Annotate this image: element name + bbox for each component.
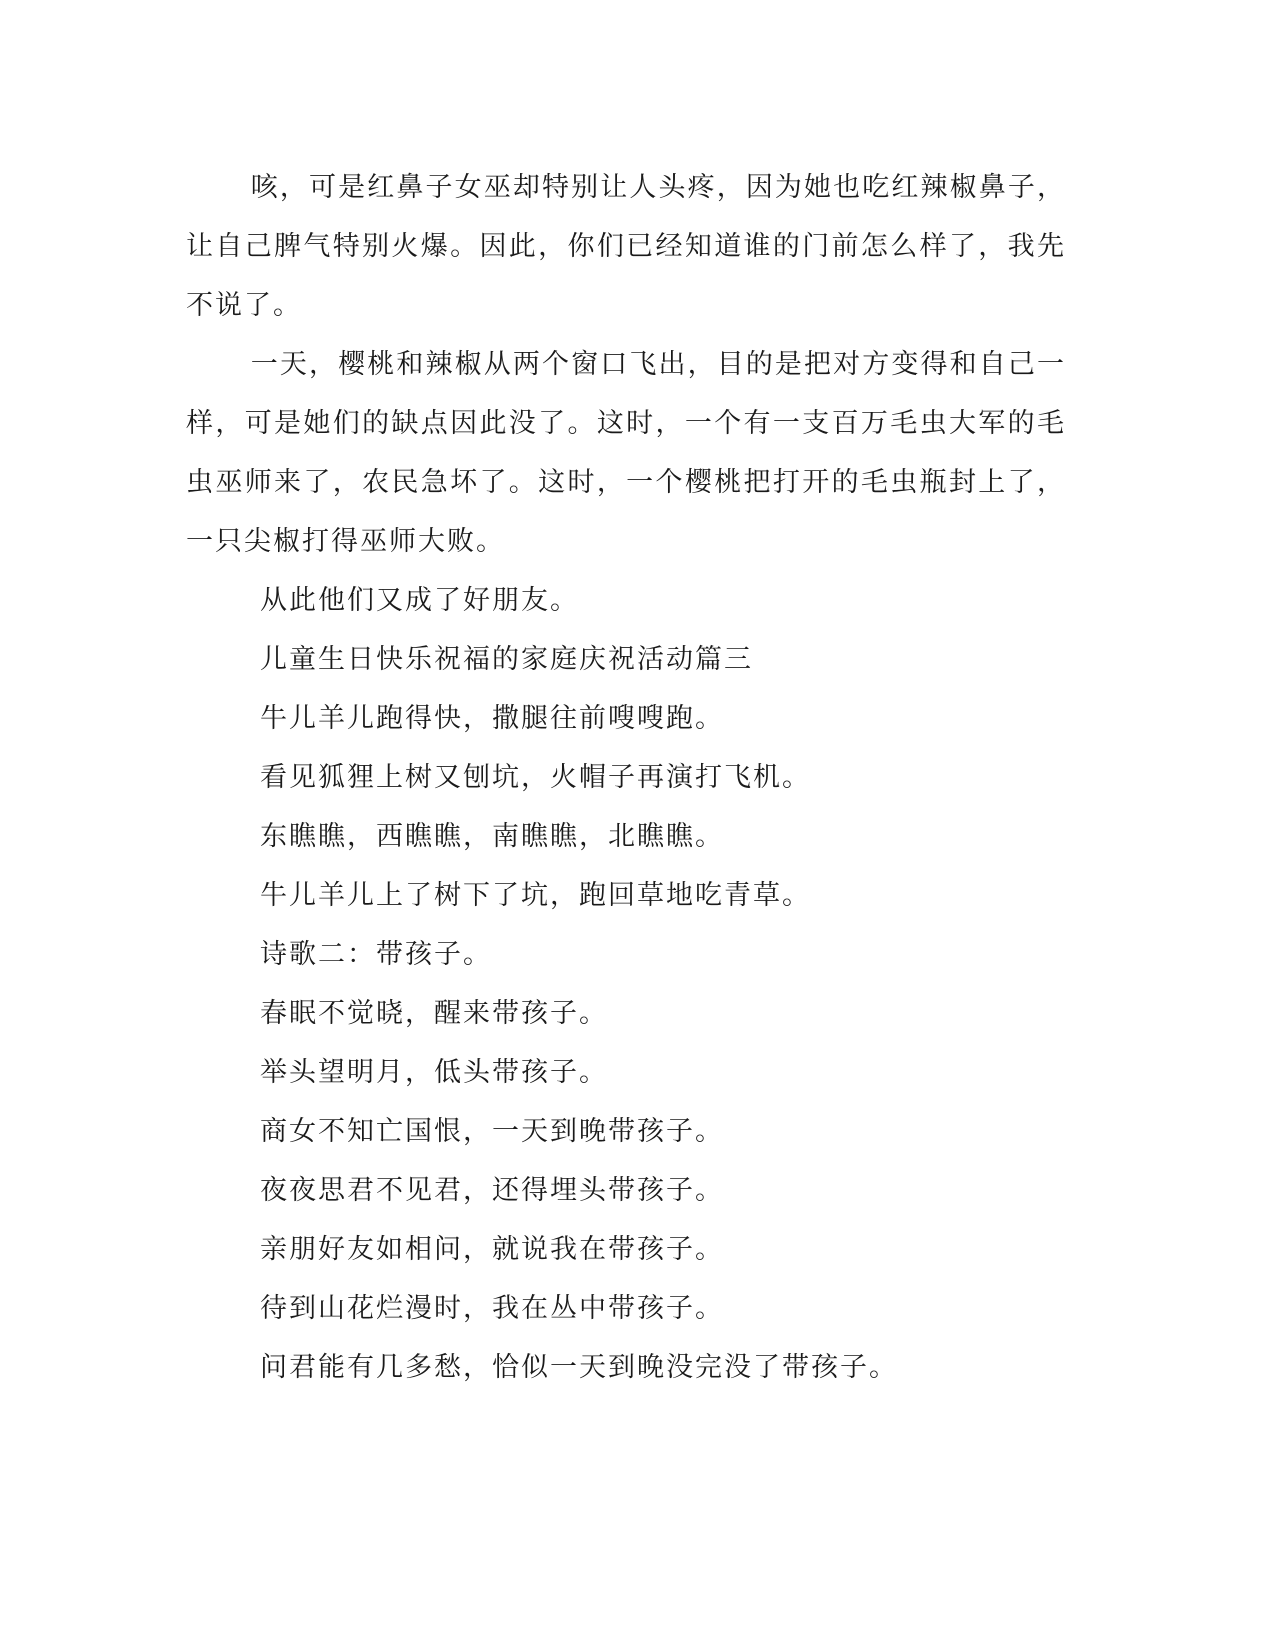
document-body bbox=[186, 158, 1066, 1397]
paragraph-cherry-and-pepper: 一天，樱桃和辣椒从两个窗口飞出，目的是把对方变得和自己一样，可是她们的缺点因此没了。这时，一个有一支百万毛虫大军的毛虫巫师来了，农民急坏了。这时，一个樱桃把打开的毛虫瓶封上了，一只尖椒打得巫师大败。 bbox=[186, 349, 1066, 557]
poem-line: 东瞧瞧，西瞧瞧，南瞧瞧，北瞧瞧。 bbox=[260, 821, 724, 852]
poem-line: 春眠不觉晓，醒来带孩子。 bbox=[260, 998, 608, 1029]
poem-line: 举头望明月，低头带孩子。 bbox=[260, 1057, 608, 1088]
section-heading: 儿童生日快乐祝福的家庭庆祝活动篇三 bbox=[260, 644, 753, 675]
poem-line: 看见狐狸上树又刨坑，火帽子再演打飞机。 bbox=[260, 762, 811, 793]
poem-line: 夜夜思君不见君，还得埋头带孩子。 bbox=[260, 1175, 724, 1206]
poem-line: 牛儿羊儿跑得快，撒腿往前嗖嗖跑。 bbox=[260, 703, 724, 734]
poem-line: 亲朋好友如相问，就说我在带孩子。 bbox=[260, 1234, 724, 1265]
paragraph-red-nose-witch: 咳，可是红鼻子女巫却特别让人头疼，因为她也吃红辣椒鼻子，让自己脾气特别火爆。因此，你们已经知道谁的门前怎么样了，我先不说了。 bbox=[186, 172, 1066, 321]
poem-line: 问君能有几多愁，恰似一天到晚没完没了带孩子。 bbox=[260, 1352, 898, 1383]
poem-line: 牛儿羊儿上了树下了坑，跑回草地吃青草。 bbox=[260, 880, 811, 911]
poem-line: 商女不知亡国恨，一天到晚带孩子。 bbox=[260, 1116, 724, 1147]
poem-title: 诗歌二：带孩子。 bbox=[260, 939, 492, 970]
line-good-friends: 从此他们又成了好朋友。 bbox=[260, 585, 579, 616]
poem-line: 待到山花烂漫时，我在丛中带孩子。 bbox=[260, 1293, 724, 1324]
